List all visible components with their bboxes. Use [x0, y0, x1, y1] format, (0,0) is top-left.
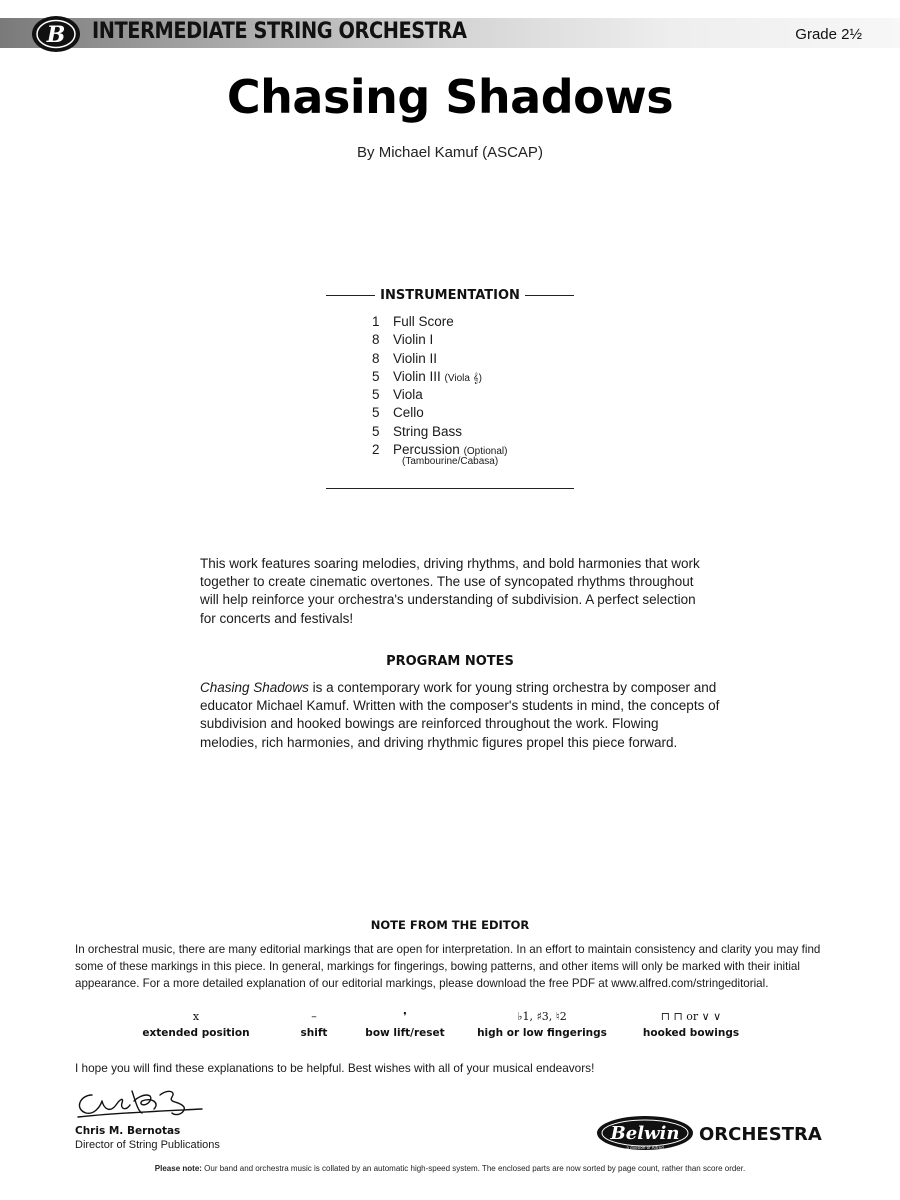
- marking-bow-lift: [365, 1010, 444, 1039]
- belwin-orchestra-logo: [595, 1113, 835, 1153]
- series-logo-icon: [30, 14, 84, 54]
- marking-extended-position: [142, 1010, 249, 1039]
- marking-symbol: ❜: [403, 1010, 407, 1023]
- marking-shift: [301, 1010, 328, 1039]
- signer-name: Chris M. Bernotas: [75, 1125, 181, 1137]
- instrument-quantity: 5: [372, 405, 380, 421]
- signature-image: [72, 1083, 222, 1123]
- instrument-row: [372, 405, 592, 423]
- program-notes-heading: PROGRAM NOTES: [386, 654, 514, 669]
- instrument-name: String Bass: [393, 423, 463, 439]
- series-logo-letter: B: [46, 22, 66, 48]
- instrument-quantity: 8: [372, 332, 380, 348]
- instrumentation-heading: [326, 286, 574, 304]
- editor-note-heading: NOTE FROM THE EDITOR: [370, 918, 530, 932]
- piece-title: Chasing Shadows: [226, 70, 674, 124]
- heading-rule-left: [326, 295, 375, 296]
- piece-description: This work features soaring melodies, driving rhythms, and bold harmonies that work together to create cinematic overtones. The use of syncopated rhythms throughout will help reinforce your orchestra's understanding of subdivision. A perfect selection for concerts and festivals!: [200, 556, 700, 626]
- instrument-quantity: 8: [372, 350, 380, 366]
- program-notes-title: Chasing Shadows: [200, 680, 309, 695]
- series-title: INTERMEDIATE STRING ORCHESTRA: [92, 19, 467, 44]
- instrument-name: Violin III: [393, 368, 441, 384]
- composer-credit: By Michael Kamuf (ASCAP): [357, 144, 543, 161]
- marking-label: hooked bowings: [642, 1027, 740, 1039]
- instrument-quantity: 5: [372, 387, 380, 403]
- instrumentation-bottom-rule: [326, 488, 574, 489]
- program-notes-text: is a contemporary work for young string orchestra by composer and educator Michael Kamuf. Written with the composer's students in mind, the concepts of subdivision and hooked bowings are reinforced throughout the work. Flowing melodies, rich harmonies, and driving rhythmic figures propel this piece forward.: [200, 680, 720, 750]
- marking-symbol: x: [192, 1010, 200, 1023]
- instrument-row: [372, 387, 592, 405]
- instrument-row: [372, 351, 592, 369]
- instrument-quantity: 5: [372, 368, 380, 384]
- grade-label: Grade 2½: [795, 26, 862, 43]
- program-notes-body: [200, 679, 720, 752]
- marking-label: high or low fingerings: [477, 1027, 607, 1039]
- instrument-name: Violin II: [393, 350, 438, 366]
- editor-note-body: In orchestral music, there are many editorial markings that are open for interpretation. In an effort to maintain consistency and clarity you may find some of these markings in this piece. In general, markings for fingerings, bowing patterns, and other items will only be marked with their initial appearance. For a more detailed explanation of our editorial markings, please download the free PDF at www.alfred.com/stringeditorial.: [75, 943, 821, 991]
- instrument-quantity: 1: [372, 314, 380, 329]
- instrument-note: (Viola 𝄞): [444, 372, 482, 384]
- marking-symbol: ⊓ ⊓ or ∨ ∨: [660, 1010, 722, 1023]
- editorial-markings-legend: [0, 1010, 900, 1046]
- instrument-subnote: (Tambourine/Cabasa): [402, 456, 499, 468]
- marking-label: shift: [300, 1027, 328, 1039]
- instrument-row: [372, 424, 592, 442]
- footer-note-label: Please note:: [154, 1164, 202, 1173]
- footer-note: [0, 1164, 900, 1173]
- instrumentation-list: [372, 314, 592, 467]
- marking-label: extended position: [142, 1027, 250, 1039]
- editor-closing: I hope you will find these explanations to be helpful. Best wishes with all of your musical endeavors!: [75, 1061, 595, 1075]
- heading-rule-right: [525, 295, 574, 296]
- instrument-name: Percussion: [393, 442, 460, 458]
- marking-symbol: ♭1, ♯3, ♮2: [517, 1010, 567, 1023]
- instrument-name: Cello: [393, 405, 424, 421]
- publisher-brand-suffix: ORCHESTRA: [699, 1124, 822, 1145]
- marking-symbol: –: [311, 1010, 317, 1023]
- instrument-quantity: 5: [372, 423, 380, 439]
- marking-fingerings: [477, 1010, 607, 1039]
- instrument-note: (Optional): [463, 446, 508, 458]
- publisher-division: a division of Alfred: [626, 1145, 664, 1150]
- instrument-name: Violin I: [393, 332, 434, 348]
- marking-hooked-bowings: [643, 1010, 739, 1039]
- instrument-name: Full Score: [393, 314, 454, 329]
- publisher-brand: Belwin: [610, 1123, 680, 1144]
- instrumentation-heading-label: INSTRUMENTATION: [380, 287, 520, 303]
- instrument-row: [372, 332, 592, 350]
- instrument-name: Viola: [393, 387, 423, 403]
- signer-title: Director of String Publications: [75, 1139, 220, 1151]
- instrument-row: [372, 369, 592, 387]
- footer-note-text: Our band and orchestra music is collated by an automatic high-speed system. The enclosed parts are now sorted by page count, rather than score order.: [201, 1164, 746, 1173]
- instrument-row: [372, 314, 592, 332]
- marking-label: bow lift/reset: [365, 1027, 445, 1039]
- instrument-quantity: 2: [372, 442, 380, 458]
